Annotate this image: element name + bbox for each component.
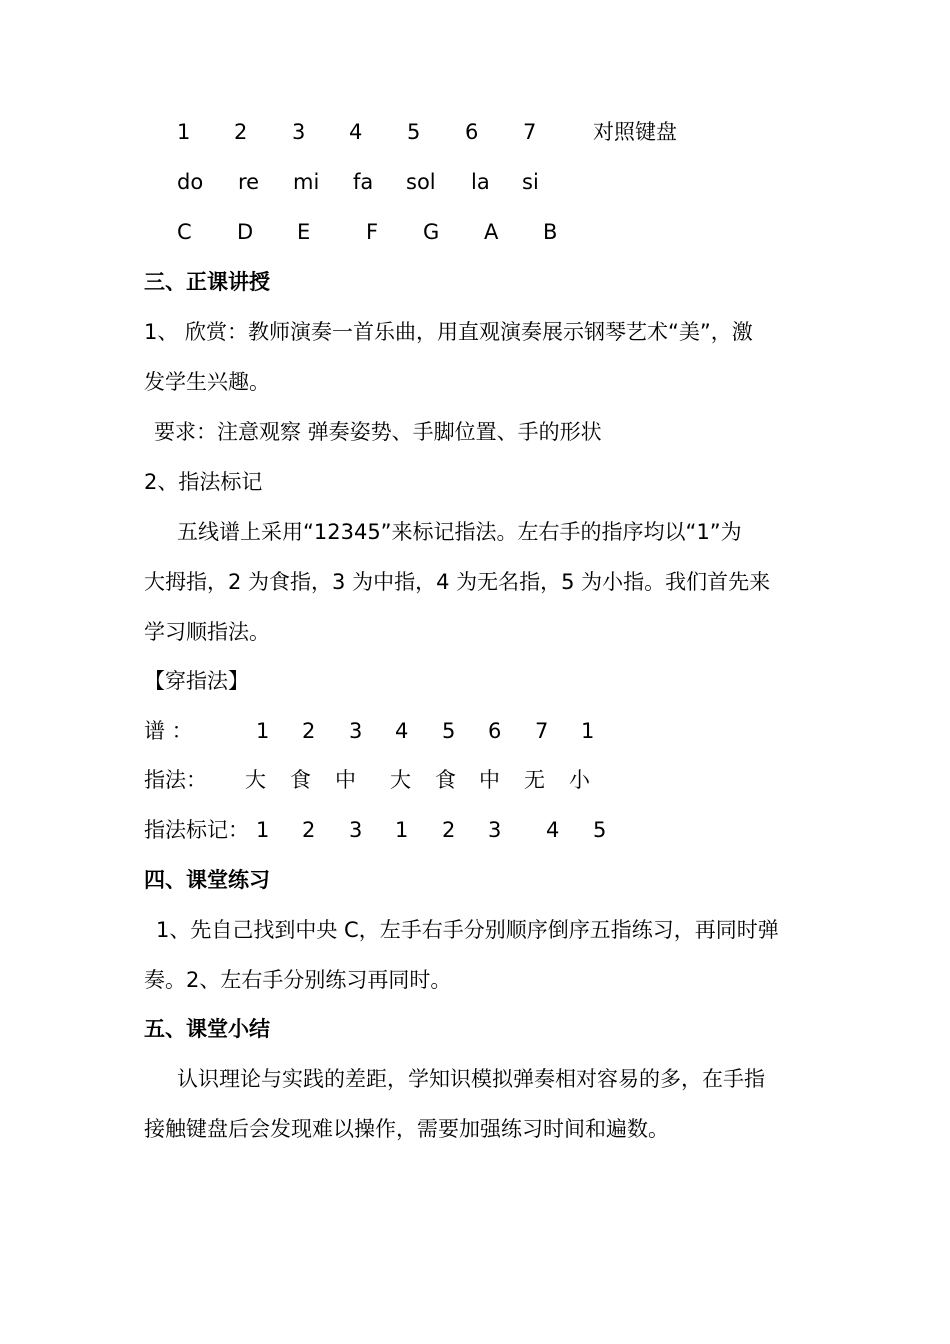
finger-name: 食 <box>435 768 456 792</box>
score-note: 4 <box>395 719 409 743</box>
note-letter: A <box>484 220 499 244</box>
solfege-syllable: do <box>177 170 204 194</box>
section3-item1-line1: 1、 欣赏：教师演奏一首乐曲，用直观演奏展示钢琴艺术“美”，激 <box>144 320 753 344</box>
solfege-syllable: la <box>471 170 490 194</box>
finger-row <box>0 765 950 795</box>
note-number: 2 <box>234 120 248 144</box>
solfege-syllable: si <box>522 170 539 194</box>
mark-number: 5 <box>593 818 607 842</box>
finger-name: 无 <box>524 768 545 792</box>
mark-number: 3 <box>488 818 502 842</box>
note-letter: F <box>366 220 379 244</box>
section3-item2-title: 2、指法标记 <box>144 470 263 494</box>
section5-line1: 认识理论与实践的差距，学知识模拟弹奏相对容易的多，在手指 <box>177 1067 765 1091</box>
section4-line1: 1、先自己找到中央 C，左手右手分别顺序倒序五指练习，再同时弹 <box>156 918 779 942</box>
mark-number: 2 <box>442 818 456 842</box>
solfege-syllable: re <box>238 170 260 194</box>
score-row <box>0 716 950 746</box>
finger-name: 大 <box>390 768 411 792</box>
note-letter: C <box>177 220 192 244</box>
finger-name: 大 <box>245 768 266 792</box>
letter-row <box>0 217 950 247</box>
solfege-syllable: mi <box>293 170 320 194</box>
finger-name: 中 <box>335 768 356 792</box>
mark-row <box>0 815 950 845</box>
solfege-syllable: sol <box>406 170 436 194</box>
note-letter: G <box>423 220 440 244</box>
solfege-row <box>0 167 950 197</box>
note-number: 1 <box>177 120 191 144</box>
note-letter: D <box>237 220 254 244</box>
finger-name: 食 <box>290 768 311 792</box>
mark-number: 1 <box>395 818 409 842</box>
score-note: 3 <box>349 719 363 743</box>
note-number: 6 <box>465 120 479 144</box>
note-numbers-row <box>0 117 950 147</box>
mark-number: 3 <box>349 818 363 842</box>
section3-bracket-title: 【穿指法】 <box>144 669 249 693</box>
keyboard-note: 对照键盘 <box>593 120 677 144</box>
finger-name: 小 <box>569 768 590 792</box>
section3-para-line2: 大拇指，2 为食指，3 为中指，4 为无名指，5 为小指。我们首先来 <box>144 570 771 594</box>
section5-heading: 五、课堂小结 <box>144 1017 270 1041</box>
note-letter: B <box>543 220 558 244</box>
note-number: 7 <box>523 120 537 144</box>
mark-number: 4 <box>546 818 560 842</box>
finger-name: 中 <box>479 768 500 792</box>
note-letter: E <box>297 220 311 244</box>
section5-line2: 接触键盘后会发现难以操作，需要加强练习时间和遍数。 <box>144 1117 669 1141</box>
note-number: 5 <box>407 120 421 144</box>
mark-label: 指法标记： <box>144 818 249 842</box>
section3-requirement: 要求：注意观察 弹奏姿势、手脚位置、手的形状 <box>154 420 602 444</box>
finger-label: 指法： <box>144 768 207 792</box>
section3-para-line1: 五线谱上采用“12345”来标记指法。左右手的指序均以“1”为 <box>177 520 742 544</box>
note-number: 4 <box>349 120 363 144</box>
score-note: 1 <box>581 719 595 743</box>
score-note: 1 <box>256 719 270 743</box>
section3-para-line3: 学习顺指法。 <box>144 620 270 644</box>
section3-item1-line2: 发学生兴趣。 <box>144 370 270 394</box>
solfege-syllable: fa <box>353 170 374 194</box>
note-number: 3 <box>292 120 306 144</box>
score-note: 5 <box>442 719 456 743</box>
score-note: 2 <box>302 719 316 743</box>
section4-heading: 四、课堂练习 <box>144 868 270 892</box>
score-label: 谱 ： <box>144 719 193 743</box>
section3-heading: 三、正课讲授 <box>144 270 270 294</box>
mark-number: 2 <box>302 818 316 842</box>
score-note: 7 <box>535 719 549 743</box>
mark-number: 1 <box>256 818 270 842</box>
score-note: 6 <box>488 719 502 743</box>
section4-line2: 奏。2、左右手分别练习再同时。 <box>144 968 452 992</box>
